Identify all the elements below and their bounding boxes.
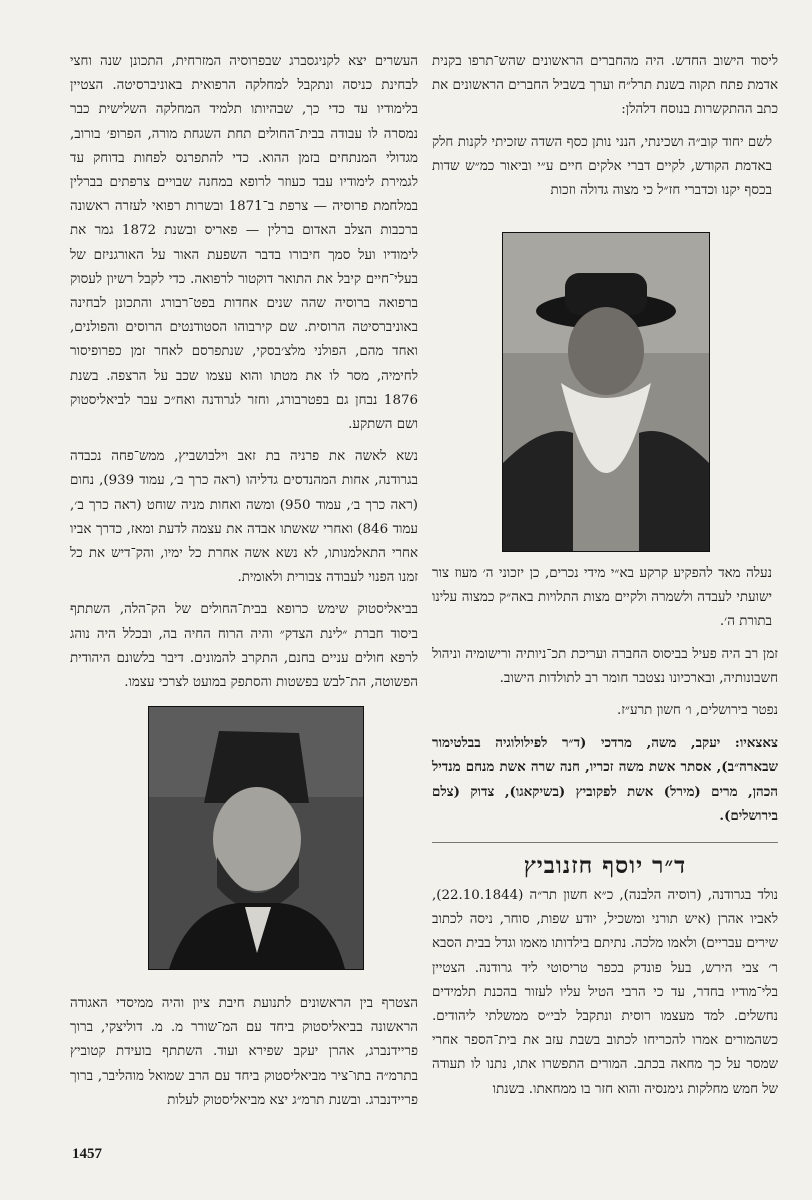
right-column-top: [432, 50, 778, 211]
intro-paragraph: ליסוד הישוב החדש. היה מהחברים הראשונים שהש־תרפו בקנית אדמת פתח תקוה בשנת תרל״ח וערך בשביל החברים הראשונים את כתב ההתקשרות בנוסח דלהלן:: [432, 54, 778, 118]
section-rule: [432, 842, 778, 843]
bialystok-paragraph: בביאליסטוק שימש כרופא בבית־החולים של הק־הלה, השתתף ביסוד חברת ״לינת הצדק״ והיה הרוח החיה בה, ובכלל היה נוהג לרפא חולים עניים בחנם, התקרב להמונים. דיבר בלשונם היהודית הפשוטה, הת־לבש בפשטות והסתפק במועט לצרכי עצמו.: [70, 602, 418, 691]
biography-paragraph: נולד בגרודנה, (רוסיה הלבנה), כ״א חשון תר״ה (22.10.1844), לאביו אהרן (איש תורני ומשכיל, יודע שפות, סוחר, ניסה לכתוב שירים עבריים) ולאמו מלכה. נתיתם בילדותו מאמו וגדל בבית הסבא ר׳ צבי הירש, בעל פונדק בכפר טריסוטי ליד גרודנה. הצטיין בלי־מודיו בחדר, עד כי הרבי הטיל עליו לעזור בהכנת תלמידים נחשלים. למד מעצמו רוסית ונתקבל לבי״ס ממשלתי ליהודים. כשהמורים אמרו להכריחו לכתוב בשבת עזב את בית־הספר אחרי שמסר על כך מחאה בכתב. המורים התפשרו אתו, נתנו לו תעודה של חמש מחלקות גימנסיה והוא חזר בו ממחאתו. בשנתו: [432, 888, 778, 1097]
portrait-photo-bearded-man-image: [503, 233, 709, 551]
portrait-photo-man-fez-image: [149, 707, 363, 969]
death-line: נפטר בירושלים, ו׳ חשון תרע״ז.: [616, 703, 778, 719]
descendants-paragraph: צאצאיו: יעקב, משה, מרדכי (ד״ר לפילולוגיה בבלטימור שבארה״ב), אסתר אשת משה זכריו, חנה שרה אשת מנחם מנדיל הכהן, מרים (מירל) אשת לפקוביץ (בשיקאגו), צדוק (צלם בירושלים).: [432, 735, 778, 824]
hibat-zion-paragraph: הצטרף בין הראשונים לתנועת חיבת ציון והיה ממיסדי האגודה הראשונה בביאליסטוק ביחד עם המ־שורר מ. מ. דוליצקי, ברוך פריידנברג, אהרן יעקב שפירא ועוד. השתתף בועידת קטוביץ בתרמ״ה בתו־ציר מביאליסטוק ביחד עם הרב שמואל מוהליבר, ברוך פריידנברג. ובשנת תרמ״ג יצא מביאליסטוק לעלות: [70, 996, 418, 1108]
left-column-bottom: [70, 992, 418, 1121]
activity-paragraph: זמן רב היה פעיל בביסוס החברה ועריכת תכ־ניותיה ורישומיה וניהול חשבונותיה, ובארכיונו נצטבר חומר רב לתולדות הישוב.: [432, 646, 778, 686]
contract-quote-continued: נעלה מאד להפקיע קרקע בא״י מידי נכרים, כן יזכוני ה׳ מעוז צור ישועתי לעבדה ולשמרה ולקיים מצות התלויות באה״ק כמצוה עלינו בתורת ה׳.: [432, 566, 772, 630]
right-column-middle: [432, 562, 778, 836]
page-number: 1457: [72, 1146, 102, 1162]
studies-paragraph: העשרים יצא לקניגסברג שבפרוסיה המזרחית, התכונן שנה וחצי לבחינת כניסה ונתקבל למחלקה הרפואית באוניברסיטה. הצטיין בלימודיו עד כדי כך, שבהיותו תלמיד המחלקה השלישית כבר נמסרה לו עבודה בבית־החולים תחת השגחת מורה, הפרופ׳ בורוב, מגדולי המנתחים בזמן ההוא. כדי להתפרנס לפחות בדוחק עד לגמירת לימודיו עבד כעוזר לרופא במחנה שבויים צרפתים בברלין במלחמת פרוסיה — צרפת ב־1871 ובשרות רפואי לעזרה ראשונה ברכבות הצלב האדום ברלין — פאריס ובשנת 1872 גמר את לימודיו ועל סמך חיבורו בדבר השפעת האור על האורגניזם של בעלי־חיים קיבל את התואר דוקטור לרפואה. כדי לקבל רשיון לעסוק ברפואה ברוסיה שהה שנים אחדות בפט־רבורג והתכונן לבחינה באוניברסיטה הרוסית. שם קירבוהו הסטודנטים הרוסים והפולנים, ואחד מהם, הפולני מלצ׳בסקי, שנתפרסם לאחר זמן כפרופיסור לחימיה, מסר לו את מטתו והוא עצמו שכב על הרצפה. בשנת 1876 נבחן גם בפטרבורג, וחזר לגרודנה ואח״כ עבר לביאליסטוק ושם השתקע.: [70, 54, 418, 433]
left-column-top: [70, 50, 418, 703]
portrait-photo-man-fez: [148, 706, 364, 970]
portrait-photo-bearded-man: [502, 232, 710, 552]
marriage-paragraph: נשא לאשה את פרניה בת זאב וילבושביץ, ממש־פחה נכבדה בגרודנה, אחות המהנדסים גדליהו (ראה כרך ב׳, עמוד 939), נחום (ראה כרך ב׳, עמוד 950) ומשה ואחות מניה שוחט (ראה כרך ב׳, עמוד 846) ואחרי שאשתו אבדה את עצמה לדעת ומאז, כדרך אביו אחרי התאלמנותו, לא נשא אשה אחרת כל ימיו, והק־דיש את כל זמנו הפנוי לעבודה צבורית ולאומית.: [70, 449, 419, 586]
contract-quote: לשם יחוד קוב״ה ושכינתי, הנני נותן כסף השדה שזכיתי לקנות חלק באדמת הקודש, לקיים דברי אלקים חיים ע״י וביאור כמ״ש שדות בכסף יקנו וכדברי חז״ל כי מצוה גדולה וזכות: [432, 134, 772, 199]
section-heading: ד״ר יוסף חזנוביץ: [523, 852, 687, 879]
right-column-bio: [432, 884, 778, 1110]
